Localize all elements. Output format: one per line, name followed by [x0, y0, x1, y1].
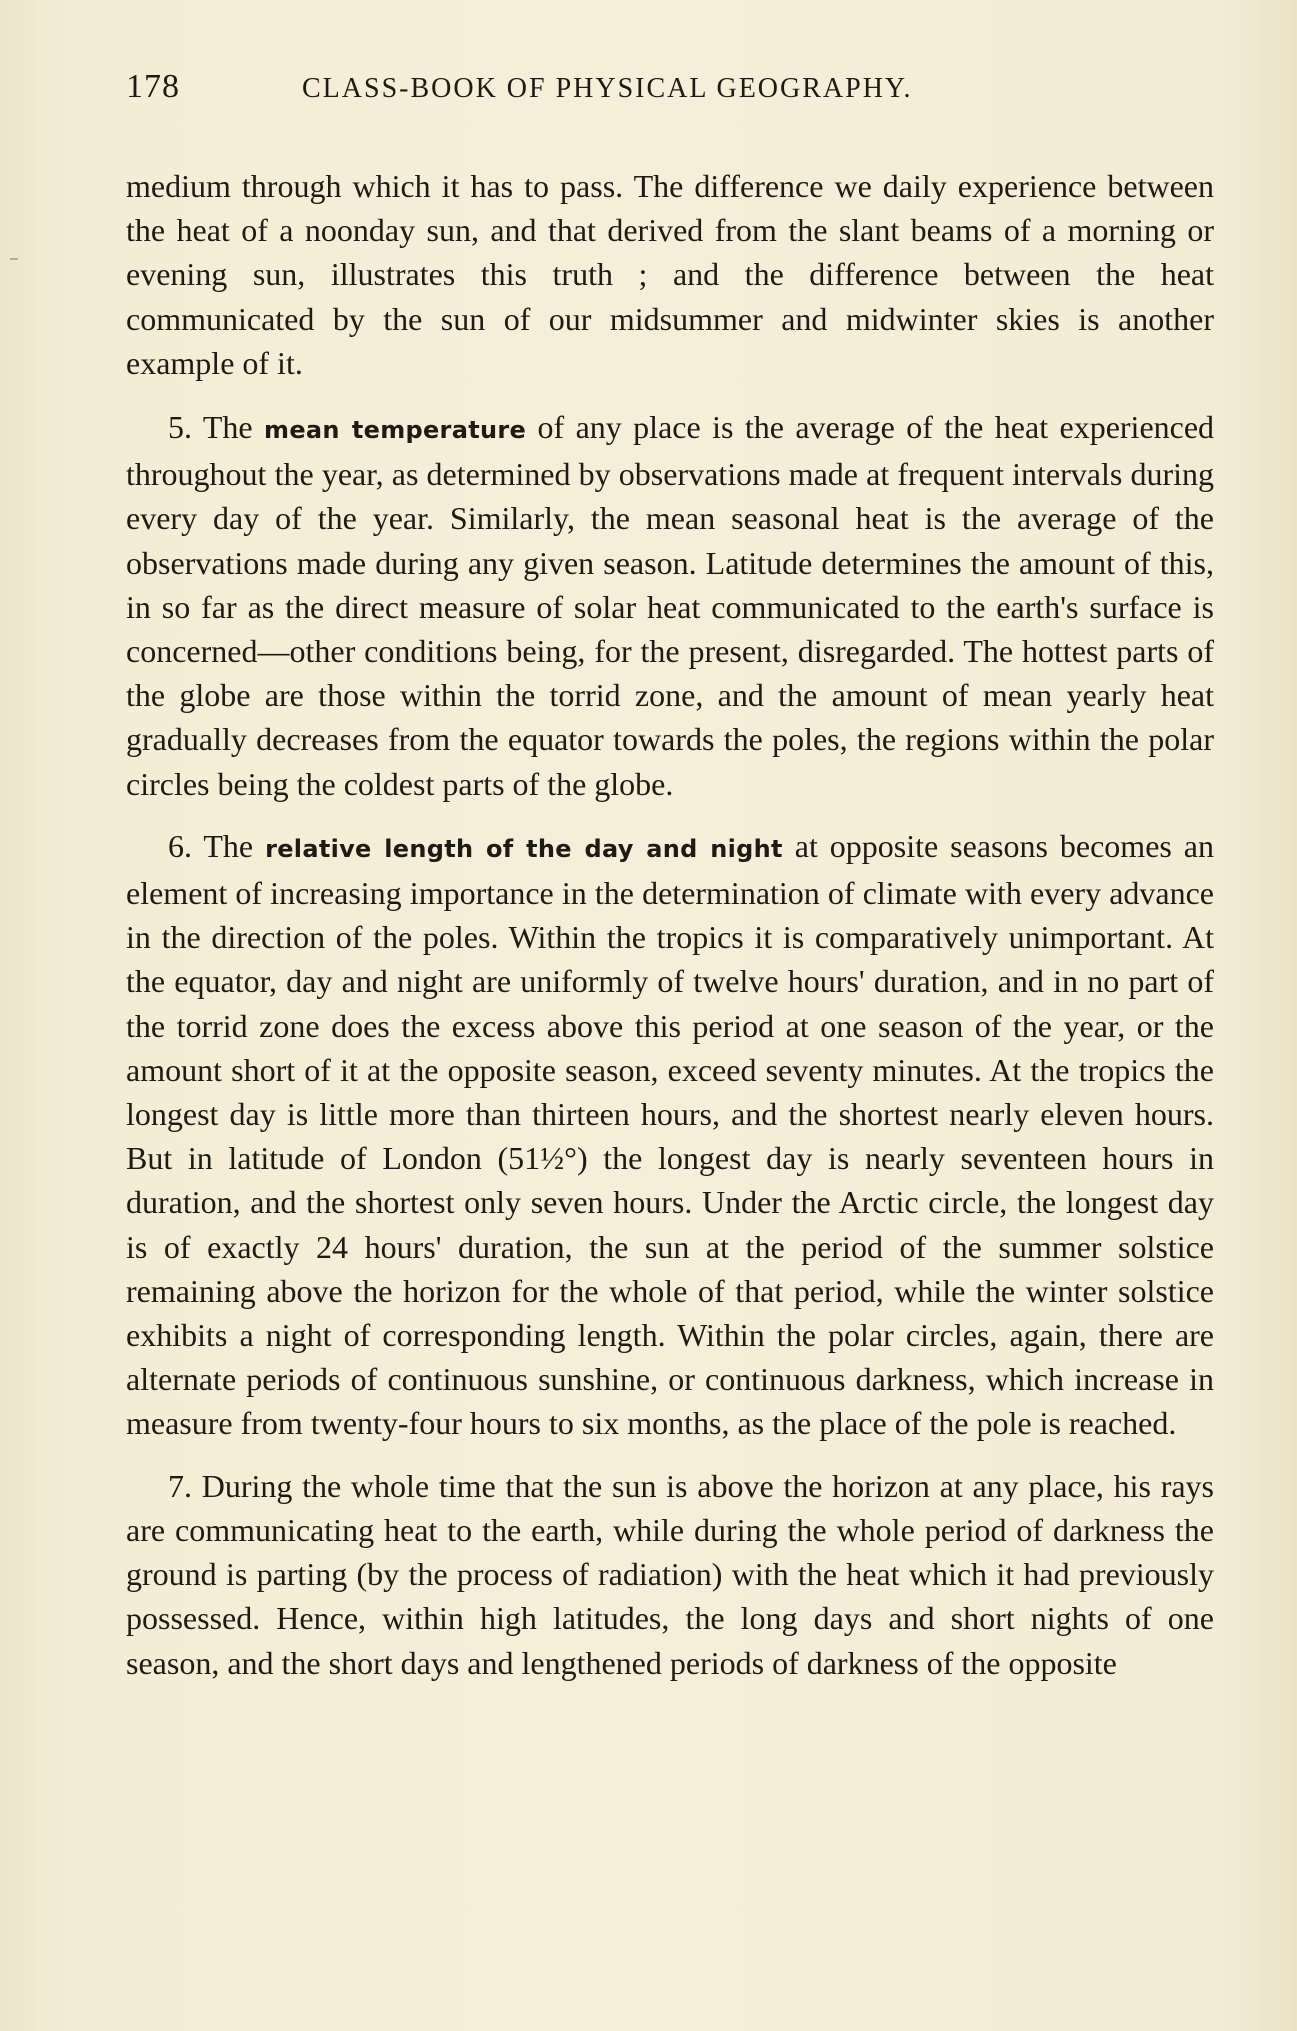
paragraph-text: of any place is the average of the heat experienced throughout the year, as determined by observations made at frequent intervals during every day of the year. Similarly, the mean seasonal heat is the average of the observations made during any given season. Latitude determines the amount of this, in so far as the direct measure of solar heat communicated to the earth's surface is concerned—other conditions being, for the present, disregarded. The hottest parts of the globe are those within the torrid zone, and the amount of mean yearly heat gradually decreases from the equator towards the poles, the regions within the polar circles being the coldest parts of the globe.	[126, 409, 1215, 802]
margin-mark	[10, 258, 18, 260]
paragraph-7	[126, 1464, 1214, 1685]
page-number: 178	[126, 68, 180, 105]
page-content	[126, 68, 1214, 1703]
paragraph-number: 6.	[168, 827, 192, 864]
paragraph-lead: The	[203, 827, 254, 864]
paragraph-text: During the whole time that the sun is above the horizon at any place, his rays are communicating heat to the earth, while during the whole period of darkness the ground is parting (by the process of radiation) with the heat which it had previously possessed. Hence, within high latitudes, the long days and short nights of one season, and the short days and lengthened periods of darkness of the opposite	[126, 1467, 1215, 1681]
paragraph-lead: The	[202, 409, 253, 446]
paragraph-number: 5.	[168, 409, 192, 446]
paragraph-continued: medium through which it has to pass. The difference we daily experience between the heat of a noonday sun, and that derived from the slant beams of a morning or evening sun, illustrates this truth ; and the difference between the heat communicated by the sun of our midsummer and midwinter skies is another example of it.	[126, 168, 1214, 381]
key-term: mean temperature	[264, 416, 527, 445]
paragraph-6	[126, 824, 1214, 1446]
running-title: CLASS-BOOK OF PHYSICAL GEOGRAPHY.	[302, 73, 913, 104]
paragraph-number: 7.	[168, 1467, 192, 1504]
running-head	[126, 68, 1214, 114]
paragraph-text: at opposite seasons becomes an element of increasing importance in the determination of climate with every advance in the direction of the poles. Within the tropics it is comparatively unimportant. At the equator, day and night are uniformly of twelve hours' duration, and in no part of the torrid zone does the excess above this period at one season of the year, or the amount short of it at the opposite season, exceed seventy minutes. At the tropics the longest day is little more than thirteen hours, and the shortest nearly eleven hours. But in latitude of London (51½°) the longest day is nearly seventeen hours in duration, and the shortest only seven hours. Under the Arctic circle, the longest day is of exactly 24 hours' duration, the sun at the period of the summer solstice remaining above the horizon for the whole of that period, while the winter solstice exhibits a night of corresponding length. Within the polar circles, again, there are alternate periods of continuous sunshine, or continuous darkness, which increase in measure from twenty-four hours to six months, as the place of the pole is reached.	[126, 827, 1214, 1442]
paragraph-5	[126, 405, 1214, 806]
key-term: relative length of the day and night	[265, 834, 783, 863]
